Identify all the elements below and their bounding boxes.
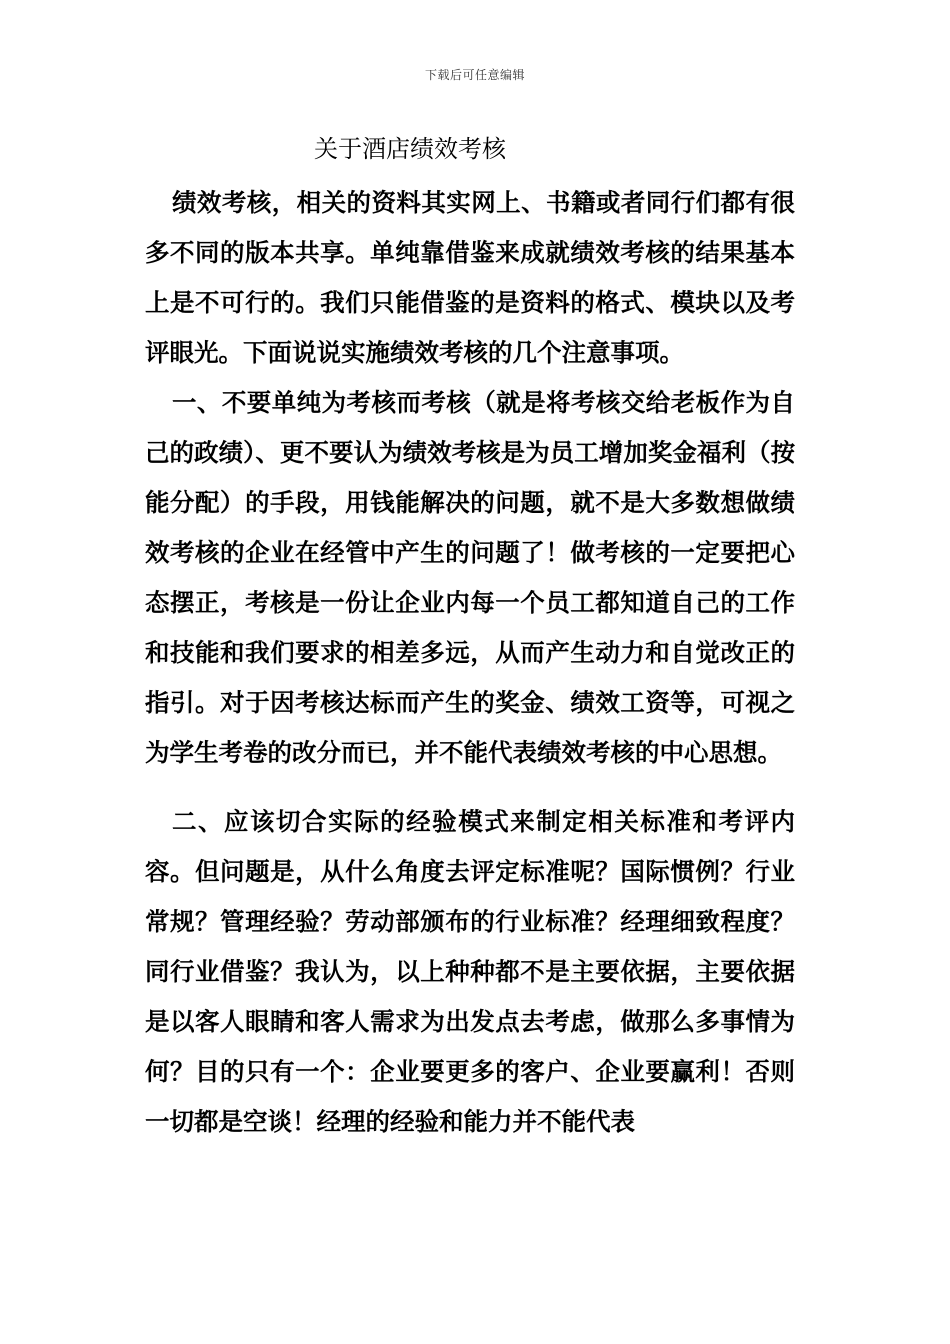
document-body xyxy=(145,178,795,1147)
paragraph-point-one: 一、不要单纯为考核而考核（就是将考核交给老板作为自己的政绩）、更不要认为绩效考核是为员工增加奖金福利（按能分配）的手段，用钱能解决的问题，就不是大多数想做绩效考核的企业在经管中产生的问题了！做考核的一定要把心态摆正，考核是一份让企业内每一个员工都知道自己的工作和技能和我们要求的相差多远，从而产生动力和自觉改正的指引。对于因考核达标而产生的奖金、绩效工资等，可视之为学生考卷的改分而已，并不能代表绩效考核的中心思想。 xyxy=(145,388,795,767)
paragraph-point-two: 二、应该切合实际的经验模式来制定相关标准和考评内容。但问题是，从什么角度去评定标准呢？国际惯例？行业常规？管理经验？劳动部颁布的行业标准？经理细致程度？同行业借鉴？我认为，以上种种都不是主要依据，主要依据是以客人眼睛和客人需求为出发点去考虑，做那么多事情为何？目的只有一个：企业要更多的客户、企业要赢利！否则一切都是空谈！经理的经验和能力并不能代表 xyxy=(145,807,795,1136)
document-title: 关于酒店绩效考核 xyxy=(314,135,506,163)
header-note: 下载后可任意编辑 xyxy=(424,68,525,82)
paragraph-intro: 绩效考核，相关的资料其实网上、书籍或者同行们都有很多不同的版本共享。单纯靠借鉴来成就绩效考核的结果基本上是不可行的。我们只能借鉴的是资料的格式、模块以及考评眼光。下面说说实施绩效考核的几个注意事项。 xyxy=(145,188,795,367)
